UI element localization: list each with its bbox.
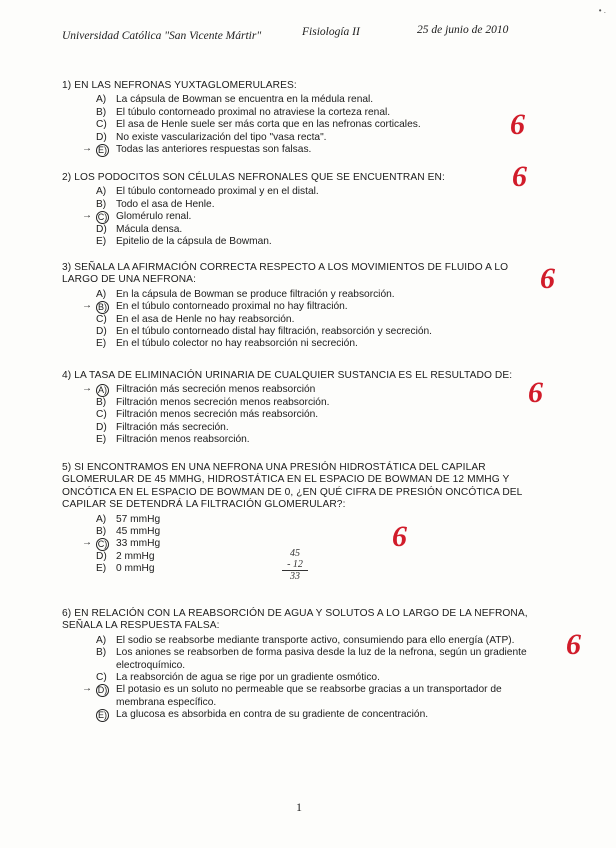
arrow-icon: → [82,143,92,155]
option-a: A) El sodio se reabsorbe mediante transporte activo, consumiendo para ello energía (ATP). [96,634,515,646]
option-a-selected: → A) Filtración más secreción menos reabsorción [82,383,316,396]
option-d: D) No existe vascularización del tipo "vasa recta". [96,131,327,143]
option-b: B) Los aniones se reabsorben de forma pasiva desde la luz de la nefrona, según un gradiente electroquímico. [96,647,527,671]
subject-name: Fisiología II [302,26,360,38]
option-a: A) En la cápsula de Bowman se produce filtración y reabsorción. [96,288,395,300]
option-e: E) En el túbulo colector no hay reabsorción ni secreción. [96,338,358,350]
option-e-circled: E) La glucosa es absorbida en contra de su gradiente de concentración. [98,709,429,721]
option-c: C) El asa de Henle suele ser más corta que en las nefronas corticales. [96,119,421,131]
option-c-selected: → C) 33 mmHg [82,537,161,550]
option-d: D) Mácula densa. [96,223,183,235]
option-e-selected: → E) Todas las anteriores respuestas son falsas. [82,143,312,156]
option-b-selected: → B) En el túbulo contorneado proximal no hay filtración. [82,300,348,313]
option-c: C) Filtración menos secreción más reabsorción. [96,409,319,421]
arrow-icon: → [82,210,92,222]
option-b: B) 45 mmHg [96,526,161,538]
question-stem: 3) SEÑALA LA AFIRMACIÓN CORRECTA RESPECTO A LOS MOVIMIENTOS DE FLUIDO A LO LARGO DE UNA NEFRONA: [62,262,509,286]
option-b: B) El túbulo contorneado proximal no atraviese la corteza renal. [96,106,391,118]
arrow-icon: → [82,683,92,695]
grade-mark-4: 6 [528,376,543,409]
question-stem: 6) EN RELACIÓN CON LA REABSORCIÓN DE AGUA Y SOLUTOS A LO LARGO DE LA NEFRONA, SEÑALA LA RESPUESTA FALSA: [62,608,528,632]
option-d-selected: → D) El potasio es un soluto no permeable que se reabsorbe gracias a un transportador de membrana específico. [82,683,502,708]
grade-mark-6: 6 [566,628,581,661]
grade-mark-2: 6 [512,160,527,193]
university-name: Universidad Católica "San Vicente Mártir" [62,30,262,42]
exam-header [62,24,532,46]
option-c: C) La reabsorción de agua se rige por un gradiente osmótico. [96,672,380,684]
grade-mark-5: 6 [392,520,407,553]
option-a: A) La cápsula de Bowman se encuentra en la médula renal. [96,94,374,106]
question-stem: 1) EN LAS NEFRONAS YUXTAGLOMERULARES: [62,80,297,91]
question-3 [62,262,532,351]
option-b: B) Todo el asa de Henle. [96,198,215,210]
grade-mark-1: 6 [510,108,525,141]
arrow-icon: → [82,537,92,549]
option-a: A) 57 mmHg [96,513,161,525]
question-stem: 4) LA TASA DE ELIMINACIÓN URINARIA DE CUALQUIER SUSTANCIA ES EL RESULTADO DE: [62,370,513,381]
question-6 [62,608,532,722]
option-e: E) Epitelio de la cápsula de Bowman. [96,236,272,248]
exam-date: 25 de junio de 2010 [417,24,509,36]
arrow-icon: → [82,300,92,312]
option-a: A) El túbulo contorneado proximal y en el distal. [96,186,319,198]
option-c-selected: → C) Glomérulo renal. [82,210,192,223]
corner-marks: • . [598,6,606,15]
page-number: 1 [296,800,302,814]
option-b: B) Filtración menos secreción menos reabsorción. [96,396,330,408]
option-c: C) En el asa de Henle no hay reabsorción. [96,313,295,325]
question-stem: 5) SI ENCONTRAMOS EN UNA NEFRONA UNA PRESIÓN HIDROSTÁTICA DEL CAPILAR GLOMERULAR DE 45 MMHG, HIDROSTÁTICA EN EL ESPACIO DE BOWMAN DE 12 MMHG Y ONCÓTICA EN EL ESPACIO DE BOWMAN DE 0, ¿EN QUÉ CIFRA DE PRESIÓN ONCÓTICA DEL CAPILAR SE DETENDRÁ LA FILTRACIÓN GLOMERULAR?: [62,462,523,511]
option-d: D) 2 mmHg [96,550,155,562]
arrow-icon: → [82,383,92,395]
grade-mark-3: 6 [540,262,555,295]
question-2 [62,172,532,248]
handwritten-calculation: 45 - 12 33 [282,548,308,582]
question-1 [62,80,532,156]
option-e: E) 0 mmHg [96,563,155,575]
question-4 [62,370,532,446]
question-stem: 2) LOS PODOCITOS SON CÉLULAS NEFRONALES QUE SE ENCUENTRAN EN: [62,172,445,183]
option-d: D) Filtración más secreción. [96,421,229,433]
option-e: E) Filtración menos reabsorción. [96,434,250,446]
option-d: D) En el túbulo contorneado distal hay filtración, reabsorción y secreción. [96,326,432,338]
